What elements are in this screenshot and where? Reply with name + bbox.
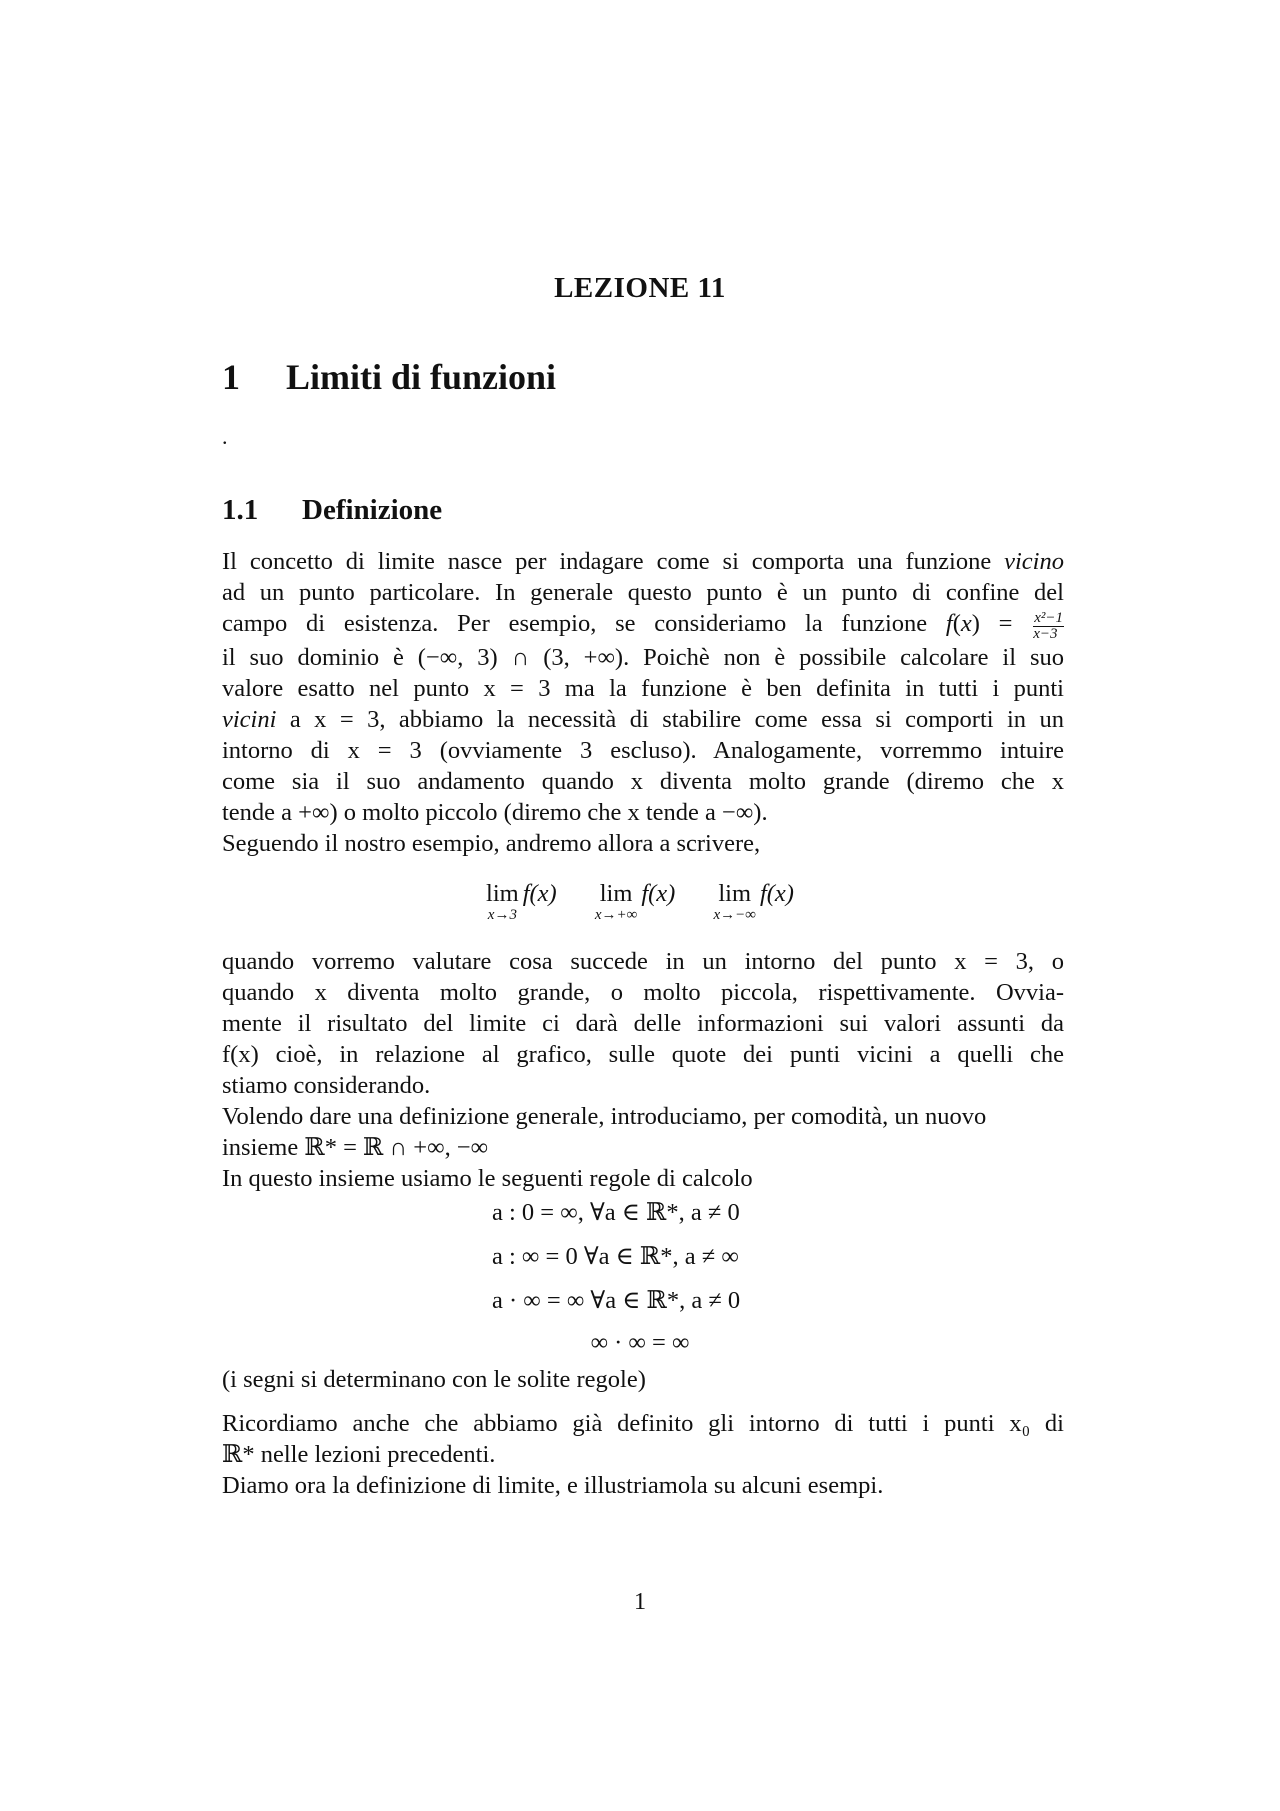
paragraph-closing <box>222 1408 1064 1501</box>
text-line: Ricordiamo anche che abbiamo già definito gli intorno di tutti i punti x₀ di <box>222 1410 1064 1437</box>
subsection-title: Definizione <box>302 494 443 526</box>
text-line: ℝ* nelle lezioni precedenti. <box>222 1441 496 1468</box>
text-line: ad un punto particolare. In generale questo punto è un punto di confine del <box>222 579 1064 606</box>
subsection-number: 1.1 <box>222 494 259 526</box>
text-line: quando vorremo valutare cosa succede in un intorno del punto x = 3, o <box>222 948 1064 975</box>
text-line: il suo dominio è (−∞, 3) ∩ (3, +∞). Poichè non è possibile calcolare il suo <box>222 644 1064 671</box>
limit-expression: lim x→−∞ f(x) <box>713 880 794 923</box>
limit-expression: lim x→+∞ f(x) <box>594 880 676 923</box>
rule-line: ∞ · ∞ = ∞ <box>590 1329 690 1356</box>
limits-display <box>0 880 1280 922</box>
section-title: Limiti di funzioni <box>286 357 557 397</box>
text-line: In questo insieme usiamo le seguenti regole di calcolo <box>222 1165 753 1192</box>
text-line: (i segni si determinano con le solite regole) <box>222 1366 646 1393</box>
text-line: come sia il suo andamento quando x diventa molto grande (diremo che x <box>222 768 1064 795</box>
text-line: tende a +∞) o molto piccolo (diremo che x tende a −∞). <box>222 799 768 826</box>
section-number: 1 <box>222 357 240 397</box>
rule-line: a · ∞ = ∞ ∀a ∈ ℝ*, a ≠ 0 <box>492 1287 741 1314</box>
page-number: 1 <box>633 1588 647 1615</box>
text-line: intorno di x = 3 (ovviamente 3 escluso). Analogamente, vorremmo intuire <box>222 737 1064 764</box>
text-line: campo di esistenza. Per esempio, se consideriamo la funzione f(x) = $\frac{\text{x²−1}}{x-3}$ <box>222 610 1063 642</box>
text-line: Seguendo il nostro esempio, andremo allora a scrivere, <box>222 830 761 857</box>
section-heading <box>222 356 556 398</box>
stray-mark: . <box>222 424 228 449</box>
text-line: quando x diventa molto grande, o molto piccola, rispettivamente. Ovvia- <box>222 979 1064 1006</box>
text-line: Il concetto di limite nasce per indagare come si comporta una funzione vicino <box>222 548 1064 575</box>
fraction: $\frac{\text{x²−1}}{x-3}$ <box>1033 610 1063 642</box>
paragraph-note <box>222 1364 1064 1395</box>
rule-line: a : ∞ = 0 ∀a ∈ ℝ*, a ≠ ∞ <box>492 1243 739 1270</box>
page-title: LEZIONE 11 <box>554 272 726 304</box>
paragraph-explanation <box>222 946 1064 1194</box>
rule-line: a : 0 = ∞, ∀a ∈ ℝ*, a ≠ 0 <box>492 1199 740 1226</box>
text-line: insieme ℝ* = ℝ ∩ +∞, −∞ <box>222 1134 489 1161</box>
text-line: Diamo ora la definizione di limite, e illustriamola su alcuni esempi. <box>222 1472 884 1499</box>
text-line: mente il risultato del limite ci darà delle informazioni sui valori assunti da <box>222 1010 1064 1037</box>
paragraph-intro <box>222 546 1064 859</box>
text-line: vicini a x = 3, abbiamo la necessità di stabilire come essa si comporti in un <box>222 706 1064 733</box>
text-line: valore esatto nel punto x = 3 ma la funzione è ben definita in tutti i punti <box>222 675 1064 702</box>
text-line: Volendo dare una definizione generale, introduciamo, per comodità, un nuovo <box>222 1103 987 1130</box>
subsection-heading <box>222 494 442 527</box>
text-line: stiamo considerando. <box>222 1072 431 1099</box>
limit-expression: lim x→3 f(x) <box>486 880 557 923</box>
text-line: f(x) cioè, in relazione al grafico, sulle quote dei punti vicini a quelli che <box>222 1041 1064 1068</box>
